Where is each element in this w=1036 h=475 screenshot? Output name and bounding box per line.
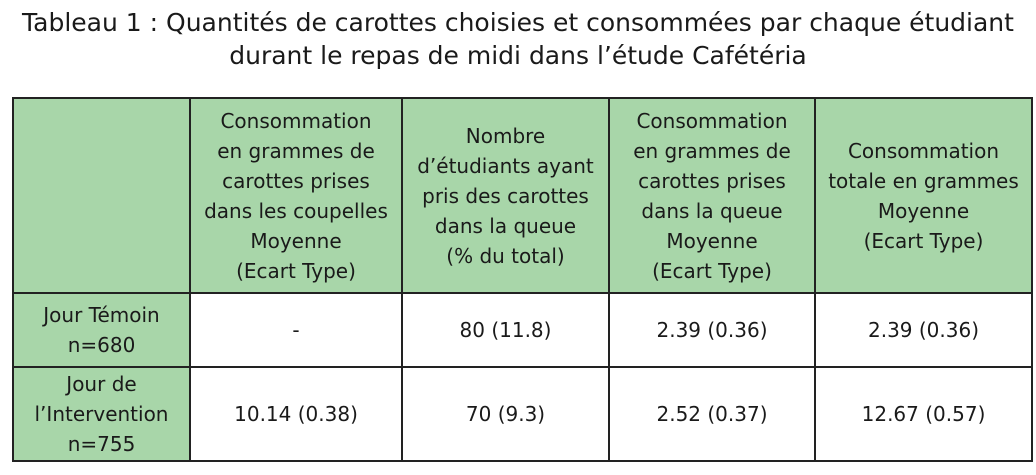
row-label-line: n=680 (67, 333, 136, 357)
table-cell: - (190, 293, 402, 367)
header-text-line: carottes prises (638, 168, 786, 193)
header-text-line: Moyenne (250, 228, 342, 253)
table-cell: 2.52 (0.37) (609, 367, 815, 461)
header-text-line: Consommation (636, 108, 788, 133)
header-students-count (402, 98, 609, 293)
header-consumption-queue (609, 98, 815, 293)
row-label-intervention-day (13, 367, 190, 461)
table-cell: 70 (9.3) (402, 367, 609, 461)
header-text-line: (Ecart Type) (236, 258, 356, 283)
header-text-line: (Ecart Type) (863, 228, 984, 253)
header-text-line: Nombre (465, 123, 546, 148)
header-text-line: dans la queue (641, 198, 783, 223)
row-label-line: n=755 (67, 432, 136, 456)
header-empty-corner (13, 98, 190, 293)
table-cell: 12.67 (0.57) (815, 367, 1032, 461)
header-row (13, 98, 1032, 293)
row-label-line: Jour de (66, 372, 137, 396)
header-text-line: dans la queue (434, 213, 577, 238)
header-total-consumption (815, 98, 1032, 293)
carrot-consumption-table (12, 97, 1033, 462)
header-text-line: (% du total) (446, 243, 565, 268)
header-text-line: totale en grammes (828, 168, 1019, 193)
table-row (13, 293, 1032, 367)
header-text-line: (Ecart Type) (652, 258, 772, 283)
header-text-line: Consommation (847, 138, 1000, 163)
title-line-1: Tableau 1 : Quantités de carottes choisies et consommées par chaque étudiant (22, 8, 1014, 37)
header-text-line: pris des carottes (422, 183, 589, 208)
table-row (13, 367, 1032, 461)
header-text-line: en grammes de (633, 138, 791, 163)
table-cell: 80 (11.8) (402, 293, 609, 367)
header-text-line: dans les coupelles (204, 198, 388, 223)
row-label-line: l’Intervention (34, 402, 169, 426)
table-cell: 10.14 (0.38) (190, 367, 402, 461)
row-label-control-day (13, 293, 190, 367)
row-label-line: Jour Témoin (43, 303, 160, 327)
header-text-line: en grammes de (217, 138, 375, 163)
header-text-line: Moyenne (877, 198, 970, 223)
header-text-line: d’étudiants ayant (417, 153, 594, 178)
header-text-line: Moyenne (666, 228, 758, 253)
header-text-line: carottes prises (222, 168, 370, 193)
header-text-line: Consommation (220, 108, 372, 133)
title-line-2: durant le repas de midi dans l’étude Cafétéria (229, 41, 807, 70)
table-cell: 2.39 (0.36) (609, 293, 815, 367)
table-title (0, 6, 1036, 72)
table-cell: 2.39 (0.36) (815, 293, 1032, 367)
header-consumption-cups (190, 98, 402, 293)
